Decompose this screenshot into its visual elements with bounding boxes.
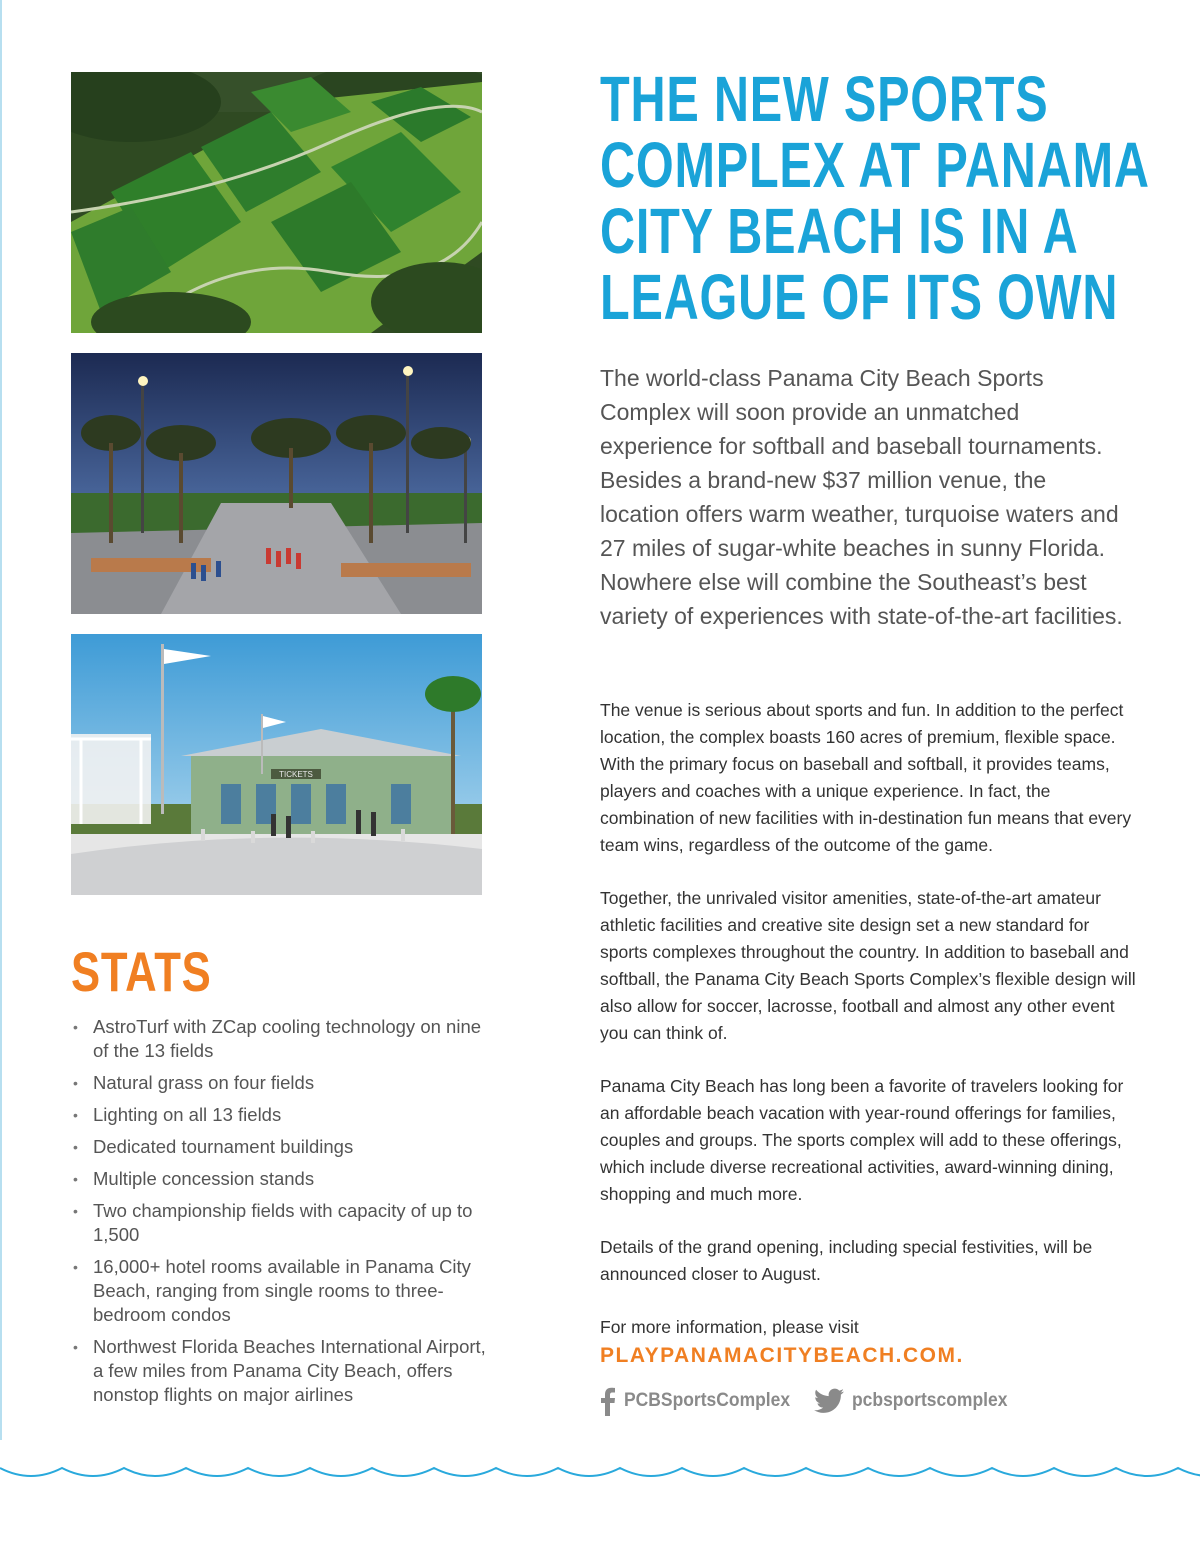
stats-item: • Dedicated tournament buildings (71, 1135, 491, 1159)
facebook-icon (600, 1386, 616, 1416)
twitter-handle: pcbsportscomplex (852, 1390, 1008, 1411)
facebook-handle: PCBSportsComplex (624, 1390, 791, 1411)
stats-title: STATS (71, 940, 212, 1003)
body-paragraph: The venue is serious about sports and fun. In addition to the perfect location, the complex boasts 160 acres of premium, flexible space. With the primary focus on baseball and softball, it provides teams, players and coaches with a unique experience. In fact, the combination of new facilities with in-destination fun means that every team wins, regardless of the outcome of the game. (600, 700, 1132, 855)
headline (600, 63, 1178, 333)
ticket-building-photo (71, 634, 482, 895)
stats-item: • Multiple concession stands (71, 1167, 491, 1191)
body-paragraph: Details of the grand opening, including special festivities, will be announced closer to August. (600, 1237, 1093, 1284)
aerial-fields-photo (71, 72, 482, 333)
tickets-sign: TICKETS (279, 770, 313, 779)
wave-decoration (0, 1456, 1200, 1496)
stats-item: • Northwest Florida Beaches International Airport, a few miles from Panama City Beach, offers nonstop flights on major airlines (71, 1335, 491, 1407)
body-paragraph: Panama City Beach has long been a favorite of travelers looking for an affordable beach vacation with year-round offerings for families, couples and groups. The sports complex will add to these offerings, which include diverse recreational activities, award-winning dining, shopping and much more. (600, 1076, 1124, 1204)
stats-item: • 16,000+ hotel rooms available in Panama City Beach, ranging from single rooms to three-bedroom condos (71, 1255, 491, 1327)
more-info-text: For more information, please visit (600, 1317, 859, 1337)
twitter-icon (814, 1388, 844, 1414)
body-paragraph: Together, the unrivaled visitor amenities, state-of-the-art amateur athletic facilities and creative site design set a new standard for sports complexes throughout the country. In addition to baseball and softball, the Panama City Beach Sports Complex’s flexible design will also allow for soccer, lacrosse, football and almost any other event you can think of. (600, 888, 1136, 1043)
headline-line: COMPLEX AT PANAMA (600, 129, 1150, 201)
stats-item: • Two championship fields with capacity of up to 1,500 (71, 1199, 491, 1247)
lede-paragraph: The world-class Panama City Beach Sports Complex will soon provide an unmatched experience for softball and baseball tournaments. Besides a brand-new $37 million venue, the location offers warm weather, turquoise waters and 27 miles of sugar-white beaches in sunny Florida. Nowhere else will combine the Southeast’s best variety of experiences with state-of-the-art facilities. (600, 365, 1123, 629)
page-edge-line (0, 0, 2, 1440)
stats-item: • AstroTurf with ZCap cooling technology on nine of the 13 fields (71, 1015, 491, 1063)
twitter-link[interactable] (814, 1384, 1021, 1418)
stats-item: • Lighting on all 13 fields (71, 1103, 491, 1127)
headline-line: LEAGUE OF ITS OWN (600, 261, 1119, 333)
stats-item: • Natural grass on four fields (71, 1071, 491, 1095)
headline-line: THE NEW SPORTS (600, 63, 1049, 135)
stats-list (71, 1015, 491, 1415)
plaza-night-photo (71, 353, 482, 614)
headline-line: CITY BEACH IS IN A (600, 195, 1079, 267)
website-link[interactable]: PLAYPANAMACITYBEACH.COM. (600, 1344, 964, 1367)
facebook-link[interactable] (600, 1384, 805, 1418)
